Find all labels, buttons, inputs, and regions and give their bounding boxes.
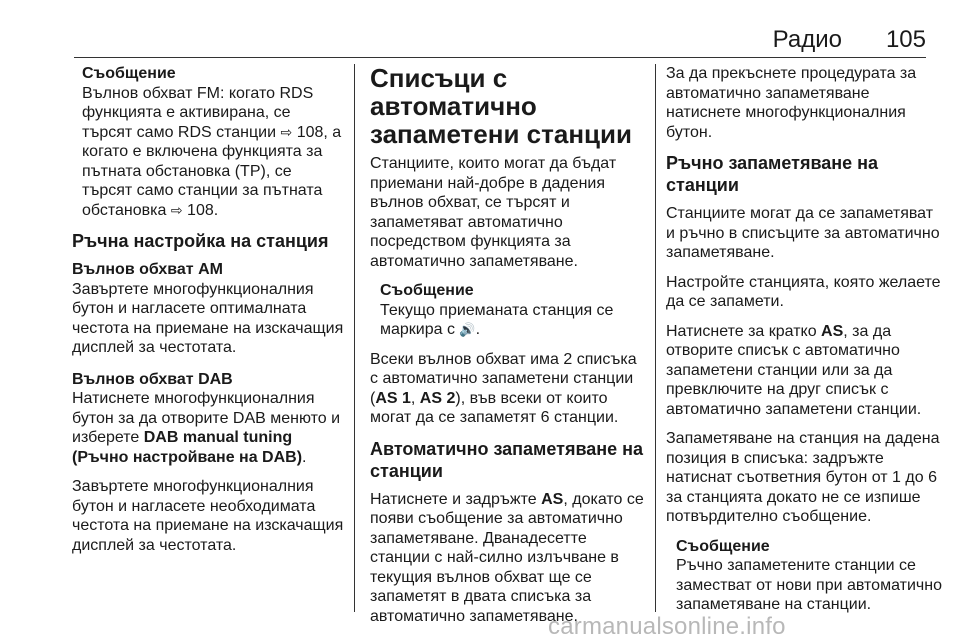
page-number: 105 [885,26,926,53]
paragraph-manual-3 [666,322,944,420]
text: . [302,448,307,466]
page-header [74,22,926,58]
column-2 [370,64,646,636]
column-3 [666,64,944,625]
label-as2: AS 2 [419,389,456,407]
note-text: . [213,201,219,219]
text: . [475,321,481,338]
ref-arrow-icon: ⇨ [280,123,293,140]
paragraph-manual-1: Станциите могат да се запаметяват и ръчно в списъците за автоматично запаметяване. [666,205,940,261]
text: Натиснете за кратко [666,322,822,340]
note-current-station [380,281,646,340]
header-rule [74,57,926,58]
subheading-dab: Вълнов обхват DAB [72,370,233,388]
page-ref-link[interactable]: 108 [187,201,214,219]
note-text: , а когато е включена функцията за пътната обстановка (TP), се търсят само станции за пътната обстановка [82,123,342,219]
note-title: Съобщение [380,282,474,299]
note-title: Съобщение [676,537,770,555]
heading-autostore-lists: Списъци с автоматично запаметени станции [370,63,632,149]
paragraph-dab-2: Завъртете многофункционалния бутон и нагласете необходимата честота на приемане на изскачащия дисплей за честотата. [72,478,344,554]
column-1 [72,64,344,567]
note-text: Ръчно запаметените станции се заместват от нови при автоматично запаметяване на станции. [676,557,942,613]
text: ), във всеки от които могат да се запаметят 6 станции. [370,389,619,426]
text: Всеки вълнов обхват има 2 списъка с автоматично запаметени станции ( [370,350,637,407]
watermark: carmanualsonline.info [548,613,786,640]
page-ref-link[interactable]: 108 [296,123,324,141]
paragraph-am: Завъртете многофункционалния бутон и нагласете оптималната честота на приемане на изскачащия дисплей за честотата. [72,280,344,356]
heading-manual-tuning: Ръчна настройка на станция [72,231,329,251]
text: Натиснете и задръжте [370,490,542,508]
label-as1: AS 1 [375,389,411,407]
paragraph-manual-4: Запаметяване на станция на дадена позиция в списъка: задръжте натиснат съответния бутон от 1 до 6 за станцията докато не се изпише потвърдително съобщение. [666,430,940,525]
paragraph-dab [72,389,344,467]
note-text: Вълнов обхват FM: когато RDS функцията е активирана, се търсят само RDS станции [82,84,314,141]
ref-arrow-icon: ⇨ [170,201,183,218]
paragraph-lists [370,350,646,428]
column-divider-1 [354,64,355,612]
heading-auto-store: Автоматично запаметяване на станции [370,438,644,481]
text: , за да отворите списък с автоматично запаметени станции или за да превключите на друг списък с автоматично запаметени станции. [666,322,922,418]
section-am [72,260,344,358]
text: , докато се появи съобщение за автоматично запаметяване. Дванадесетте станции с най-силно излъчване в текущия вълнов обхват ще се запаметят в двата списъка за автоматично запаметяване. [370,490,644,625]
note-text: Текущо приеманата станция се маркира с [380,301,614,338]
subheading-am: Вълнов обхват AM [72,261,223,278]
paragraph-manual-2: Настройте станцията, която желаете да се запамети. [666,273,941,310]
menu-item-dab-manual: DAB manual tuning (Ръчно настройване на DAB) [72,429,303,466]
section-dab [72,370,344,556]
note-rds [82,64,344,220]
note-manual-replaced [676,537,944,615]
paragraph-intro: Станциите, които могат да бъдат приемани най-добре в дадения вълнов обхват, се търсят и запаметяват автоматично посредством функцията за автоматично запаметяване. [370,155,617,270]
note-title: Съобщение [82,65,176,82]
text: Натиснете многофункционалния бутон за да отворите DAB менюто и изберете [72,390,341,446]
paragraph-auto-store [370,490,646,627]
speaker-icon: 🔊 [459,322,476,337]
label-as: AS [541,490,564,508]
text: , [410,389,420,407]
label-as: AS [821,322,844,340]
paragraph-stop: За да прекъснете процедурата за автоматично запаметяване натиснете многофункционалния бутон. [666,65,917,141]
column-divider-2 [655,64,656,612]
heading-manual-store: Ръчно запаметяване на станции [666,153,879,195]
section-title: Радио [772,26,842,53]
